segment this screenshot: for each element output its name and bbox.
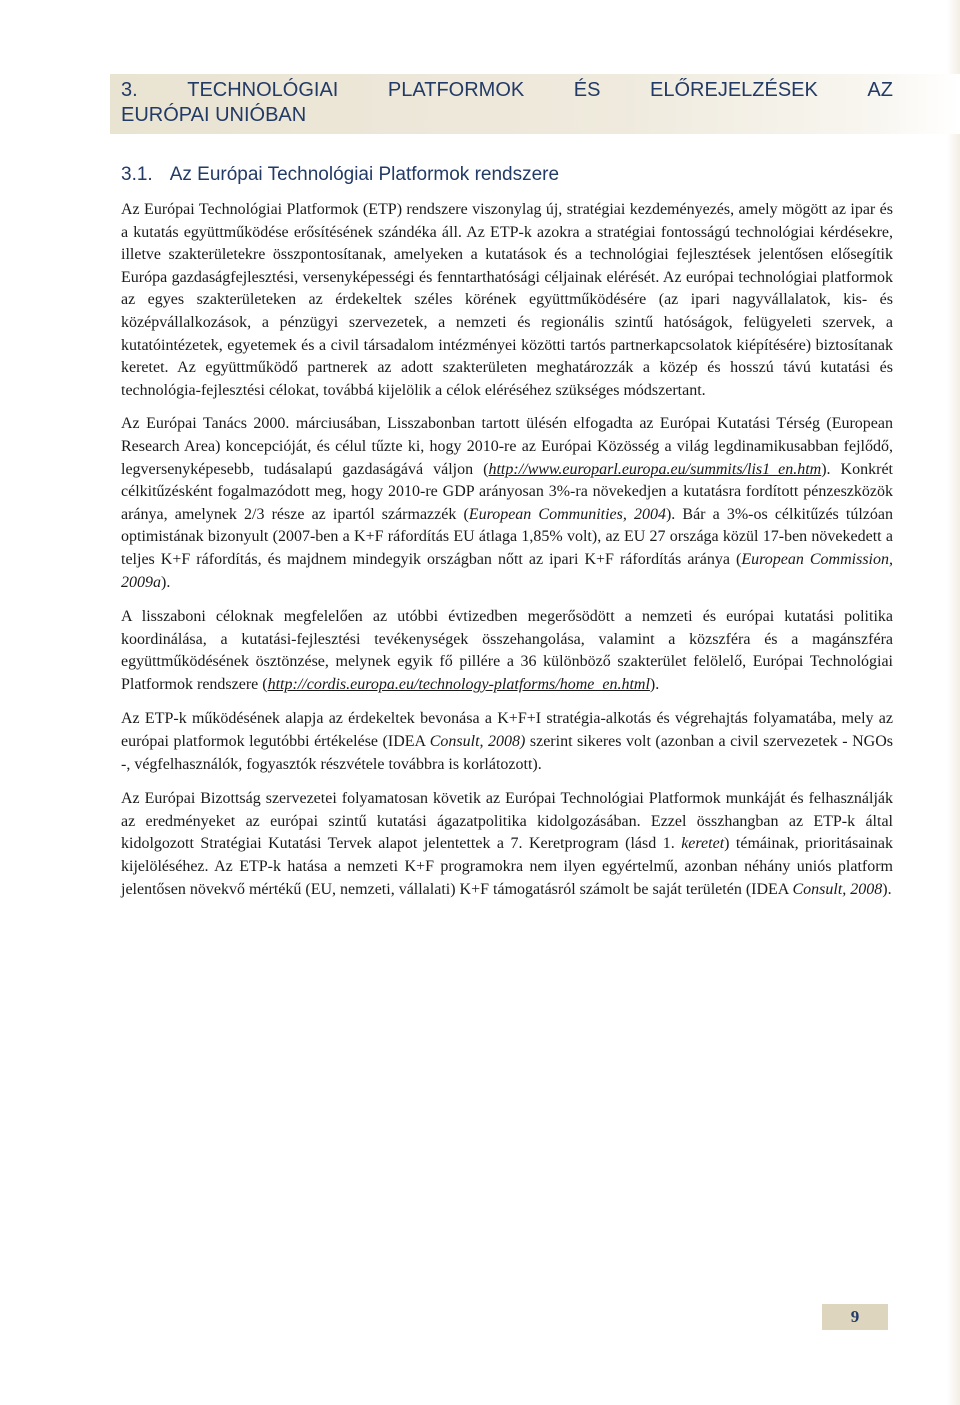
page-edge-shade	[947, 0, 960, 1405]
paragraph-4	[121, 708, 893, 776]
paragraph-5	[121, 788, 893, 901]
chapter-title-line2: EURÓPAI UNIÓBAN	[121, 104, 307, 126]
text-span: ).	[649, 675, 660, 693]
chapter-title-word: ÉS	[573, 79, 601, 101]
chapter-title-word: PLATFORMOK	[387, 79, 525, 101]
citation: Consult, 2008)	[429, 733, 526, 751]
chapter-title-word: AZ	[867, 79, 893, 101]
box-reference: keretet	[681, 835, 725, 853]
text-span: ).	[882, 880, 892, 898]
citation: European Communities, 2004	[468, 505, 666, 523]
text-span: ). Bár a 3%-os célkitűzés túlzóan optimistának bizonyult (2007-ben a K+F ráfordítás EU átlaga 1,85% volt), az EU 27 országa közül 17-ben növekedett a teljes K+F ráfordítás, és majdnem mindegyik országban nőtt az ipari K+F ráfordítás aránya (	[121, 505, 893, 568]
citation: Consult, 2008	[792, 880, 883, 898]
text-span: ).	[161, 573, 171, 591]
chapter-title-word: 3.	[121, 79, 138, 101]
page-number: 9	[822, 1304, 888, 1330]
text-span: Az Európai Tanács 2000. márciusában, Lisszabonban tartott ülésén elfogadta az Európai Kutatási Térség (European Research Area) koncepcióját, és célul tűzte ki, hogy 2010-re az Európai Közösség a világ legdinamikusabban fejlődő, legversenyképesebb, tudásalapú gazdaságává váljon (	[121, 415, 893, 478]
text-span: A lisszaboni céloknak megfelelően az utóbbi évtizedben megerősödött a nemzeti és európai kutatási politika koordinálása, a kutatási-fejlesztési tevékenységek összehangolása, valamint a közszféra és a magánszféra együttműködésének ösztönzése, melynek egyik fő pillére a 36 különböző szakterület felölelő, Európai Technológiai Platformok rendszere (	[121, 608, 893, 693]
section-title	[121, 163, 559, 187]
chapter-title	[121, 78, 893, 128]
text-span: Az Európai Bizottság szervezetei folyamatosan követik az Európai Technológiai Platformok munkáját és felhasználják az eredményeket az európai szintű kutatási ágazatpolitika kidolgozásában. Ezzel összhangban az ETP-k által kidolgozott Stratégiai Kutatási Tervek alapot jelentettek a 7. Keretprogram (lásd 1.	[121, 790, 893, 853]
chapter-title-line1	[121, 78, 893, 103]
text-span: Az ETP-k működésének alapja az érdekeltek bevonása a K+F+I stratégia-alkotás és végrehajtás folyamatába, mely az európai platformok legutóbbi értékelése (IDEA	[121, 710, 893, 751]
citation: European Commission, 2009a	[121, 550, 893, 591]
text-span: ) témáinak, prioritásainak kijelöléséhez. Az ETP-k hatása a nemzeti K+F programokra nem ilyen egyértelmű, azonban néhány uniós platform jelentősen növekvő mértékű (EU, nemzeti, vállalati) K+F támogatásról számolt be saját területén (IDEA	[121, 835, 894, 898]
text-span: szerint sikeres volt (azonban a civil szervezetek - NGOs -, végfelhasználók, fogyasztók részvétele továbbra is korlátozott).	[121, 733, 893, 773]
body-text	[121, 199, 893, 911]
europarl-link[interactable]: http://www.europarl.europa.eu/summits/lis1_en.htm	[488, 460, 822, 478]
cordis-link[interactable]: http://cordis.europa.eu/technology-platforms/home_en.html	[267, 675, 650, 693]
section-title-text: Az Európai Technológiai Platformok rendszere	[169, 164, 560, 185]
chapter-title-word: ELŐREJELZÉSEK	[650, 79, 818, 101]
chapter-title-word: TECHNOLÓGIAI	[187, 79, 339, 101]
paragraph-2	[121, 413, 893, 594]
text-span: ). Konkrét célkitűzésként fogalmazódott meg, hogy 2010-re GDP arányosan 3%-ra növekedjen a kutatásra fordított pénzeszközök aránya, amelynek 2/3 része az ipartól származzék (	[121, 460, 893, 523]
paragraph-1: Az Európai Technológiai Platformok (ETP) rendszere viszonylag új, stratégiai kezdeményezés, amely mögött az ipar és a kutatás együttműködése erősítésének szándéka áll. Az ETP-k azokra a stratégiai fontosságú technológiai kérdésekre, illetve szakterületekre összpontosítanak, amelyeken a kutatások és a technológiai fejlesztések jelentősen elősegítik Európa gazdaságfejlesztési, versenyképességi és fenntarthatósági céljainak elérését. Az európai technológiai platformok az egyes szakterületeken az érdekeltek széles körének együttműködésére (az ipari nagyvállalatok, kis- és középvállalkozások, a pénzügyi szervezetek, a nemzeti és regionális szintű hatóságok, felügyeleti szervek, a kutatóintézetek, egyetemek és a civil társadalom intézményei közötti tartós partnerkapcsolatok kiépítésére) biztosítanak keretet. Az együttműködő partnerek az adott szakterületen meghatározzák a közép és hosszú távú kutatási és technológia-fejlesztési célokat, továbbá kijelölik a célok eléréséhez szükséges módszertant.	[121, 201, 893, 399]
section-number: 3.1.	[121, 164, 153, 185]
paragraph-3	[121, 606, 893, 696]
